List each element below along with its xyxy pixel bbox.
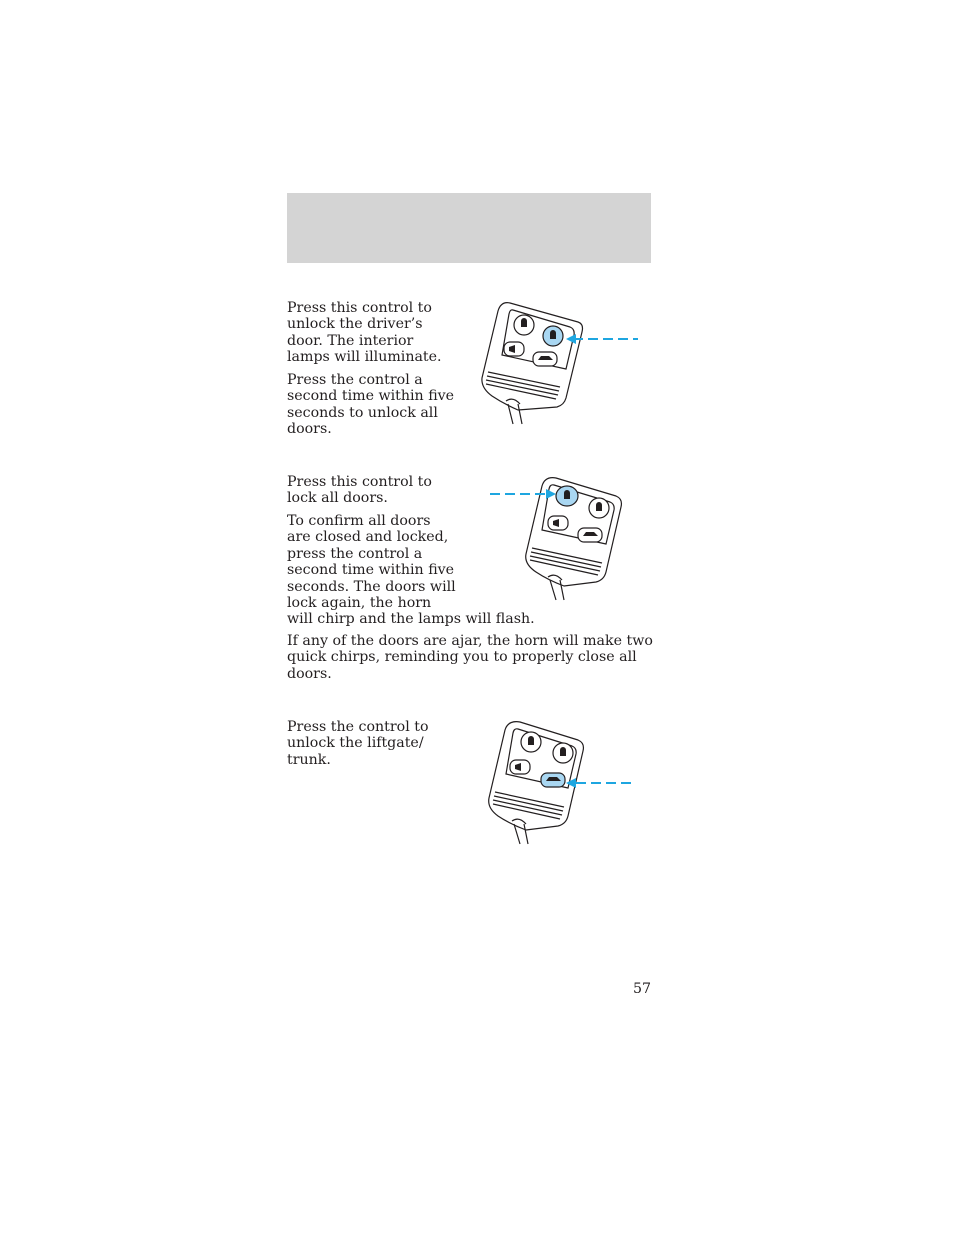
key-ring <box>512 819 528 844</box>
key-fob-unlock-figure <box>478 300 643 428</box>
lock-icon <box>528 736 534 745</box>
header-band <box>287 193 651 263</box>
key-ring <box>506 399 522 424</box>
key-fob-lock-figure <box>488 476 628 604</box>
key-ring <box>548 575 564 600</box>
lock-paragraph-3: If any of the doors are ajar, the horn will make two quick chirps, reminding you to properly close all doors. <box>287 633 653 682</box>
lock-icon <box>564 490 570 499</box>
lock-paragraph-1: Press this control to lock all doors. <box>287 474 432 507</box>
arrow-head <box>566 778 576 788</box>
arrow-head <box>546 489 556 499</box>
lock-icon <box>521 318 527 327</box>
unlock-icon <box>550 330 556 339</box>
page-number: 57 <box>632 981 651 997</box>
key-fob-trunk-figure <box>486 720 636 848</box>
unlock-paragraph-1: Press this control to unlock the driver’s door. The interior lamps will illuminate. <box>287 300 442 366</box>
unlock-icon <box>560 747 566 756</box>
lock-paragraph-2: To confirm all doors are closed and locked, press the control a second time within five seconds. The doors will lock again, the horn will chirp and the lamps will flash. <box>287 513 535 628</box>
arrow-head <box>566 334 576 344</box>
unlock-paragraph-2: Press the control a second time within five seconds to unlock all doors. <box>287 372 455 438</box>
trunk-paragraph-1: Press the control to unlock the liftgate/ trunk. <box>287 719 429 768</box>
unlock-icon <box>596 502 602 511</box>
